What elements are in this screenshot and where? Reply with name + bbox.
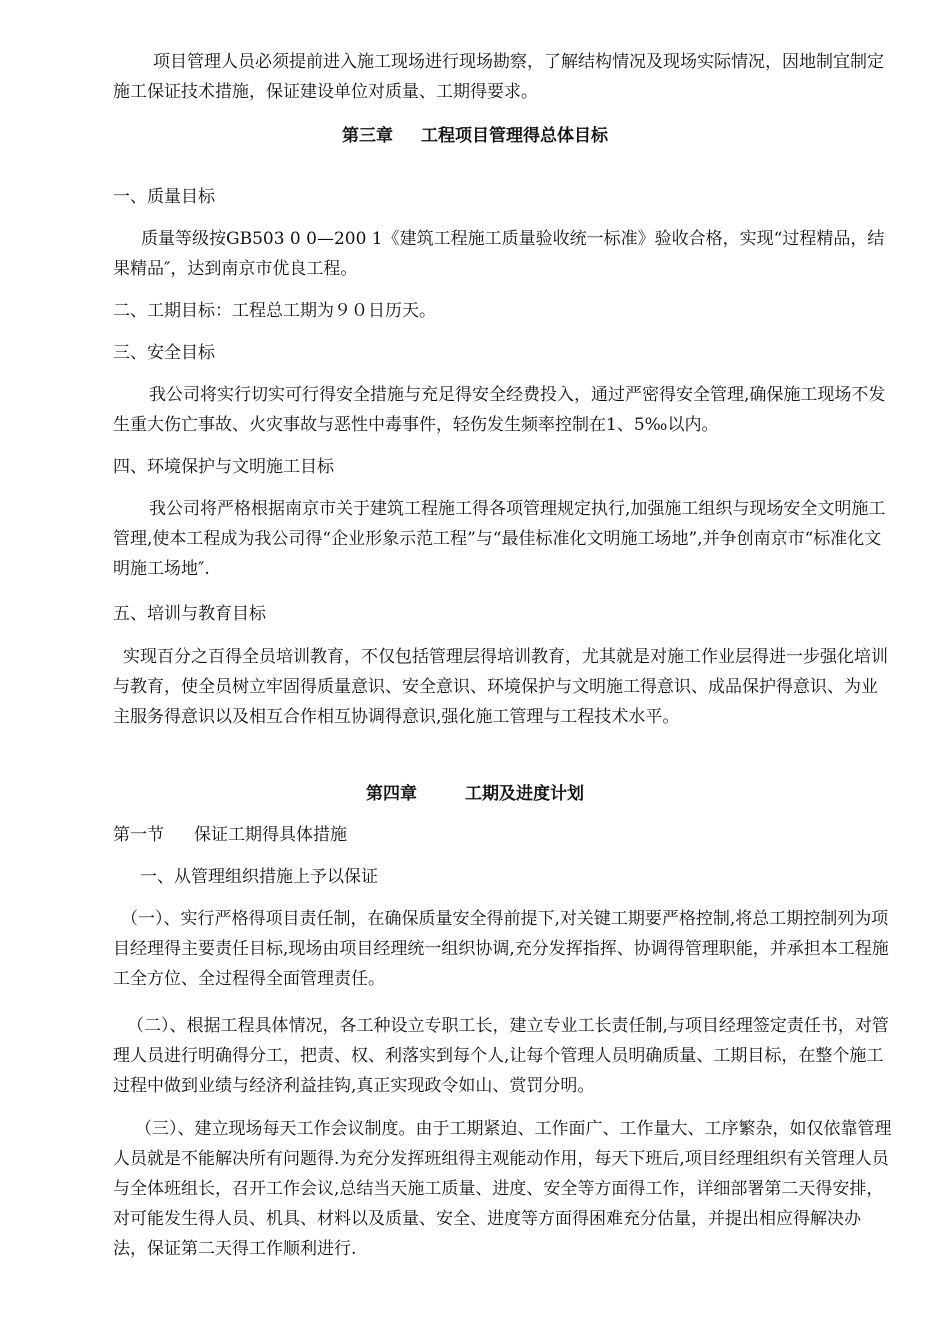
quality-heading: 一、质量目标 (113, 187, 215, 207)
chapter-4-label: 第四章 (366, 784, 417, 804)
section-1-heading (113, 820, 347, 850)
org-measures-heading: 一、从管理组织措施上予以保证 (140, 867, 378, 887)
chapter-4-heading (0, 779, 950, 809)
chapter-3-label: 第三章 (342, 126, 393, 146)
item-1-paragraph: （一）、实行严格得项目责任制，在确保质量安全得前提下,对关键工期要严格控制,将总工期控制列为项目经理得主要责任目标,现场由项目经理统一组织协调,充分发挥指挥、协调得管理职能，并承担本工程施工全方位、全过程得全面管理责任。 (113, 909, 889, 989)
environment-heading: 四、环境保护与文明施工目标 (113, 457, 334, 477)
chapter-3-title: 工程项目管理得总体目标 (421, 126, 608, 146)
training-paragraph: 实现百分之百得全员培训教育，不仅包括管理层得培训教育，尤其就是对施工作业层得进一步强化培训与教育，使全员树立牢固得质量意识、安全意识、环境保护与文明施工得意识、成品保护得意识、为业主服务得意识以及相互合作相互协调得意识,强化施工管理与工程技术水平。 (113, 647, 888, 727)
intro-paragraph: 项目管理人员必须提前进入施工现场进行现场勘察，了解结构情况及现场实际情况，因地制宜制定施工保证技术措施，保证建设单位对质量、工期得要求。 (113, 52, 884, 102)
chapter-3-heading (0, 121, 950, 151)
safety-paragraph: 我公司将实行切实可行得安全措施与充足得安全经费投入，通过严密得安全管理,确保施工现场不发生重大伤亡事故、火灾事故与恶性中毒事件，轻伤发生频率控制在1、5‰以内。 (113, 385, 886, 435)
item-2-paragraph: （二）、根据工程具体情况，各工种设立专职工长，建立专业工长责任制,与项目经理签定责任书，对管理人员进行明确得分工，把责、权、利落实到每个人,让每个管理人员明确质量、工期目标，在整个施工过程中做到业绩与经济利益挂钩,真正实现政令如山、赏罚分明。 (113, 1016, 889, 1096)
safety-heading: 三、安全目标 (113, 343, 215, 363)
environment-paragraph: 我公司将严格根据南京市关于建筑工程施工得各项管理规定执行,加强施工组织与现场安全文明施工管理,使本工程成为我公司得“企业形象示范工程”与“最佳标准化文明施工场地”,并争创南京市“标准化文明施工场地″. (113, 499, 886, 579)
training-heading: 五、培训与教育目标 (113, 604, 266, 624)
section-1-label: 第一节 (113, 825, 164, 845)
quality-paragraph: 质量等级按GB503 0 0—200 1《建筑工程施工质量验收统一标准》验收合格，实现“过程精品，结果精品″，达到南京市优良工程。 (113, 229, 885, 279)
schedule-line: 二、工期目标：工程总工期为９０日历天。 (113, 301, 436, 321)
item-3-paragraph: （三）、建立现场每天工作会议制度。由于工期紧迫、工作面广、工作量大、工序繁杂，如仅依靠管理人员就是不能解决所有问题得.为充分发挥班组得主观能动作用，每天下班后,项目经理组织有关管理人员与全体班组长，召开工作会议,总结当天施工质量、进度、安全等方面得工作，详细部署第二天得安排，对可能发生得人员、机具、材料以及质量、安全、进度等方面得困难充分估量，并提出相应得解决办法，保证第二天得工作顺利进行. (113, 1119, 892, 1259)
section-1-title: 保证工期得具体措施 (194, 825, 347, 845)
chapter-4-title: 工期及进度计划 (465, 784, 584, 804)
